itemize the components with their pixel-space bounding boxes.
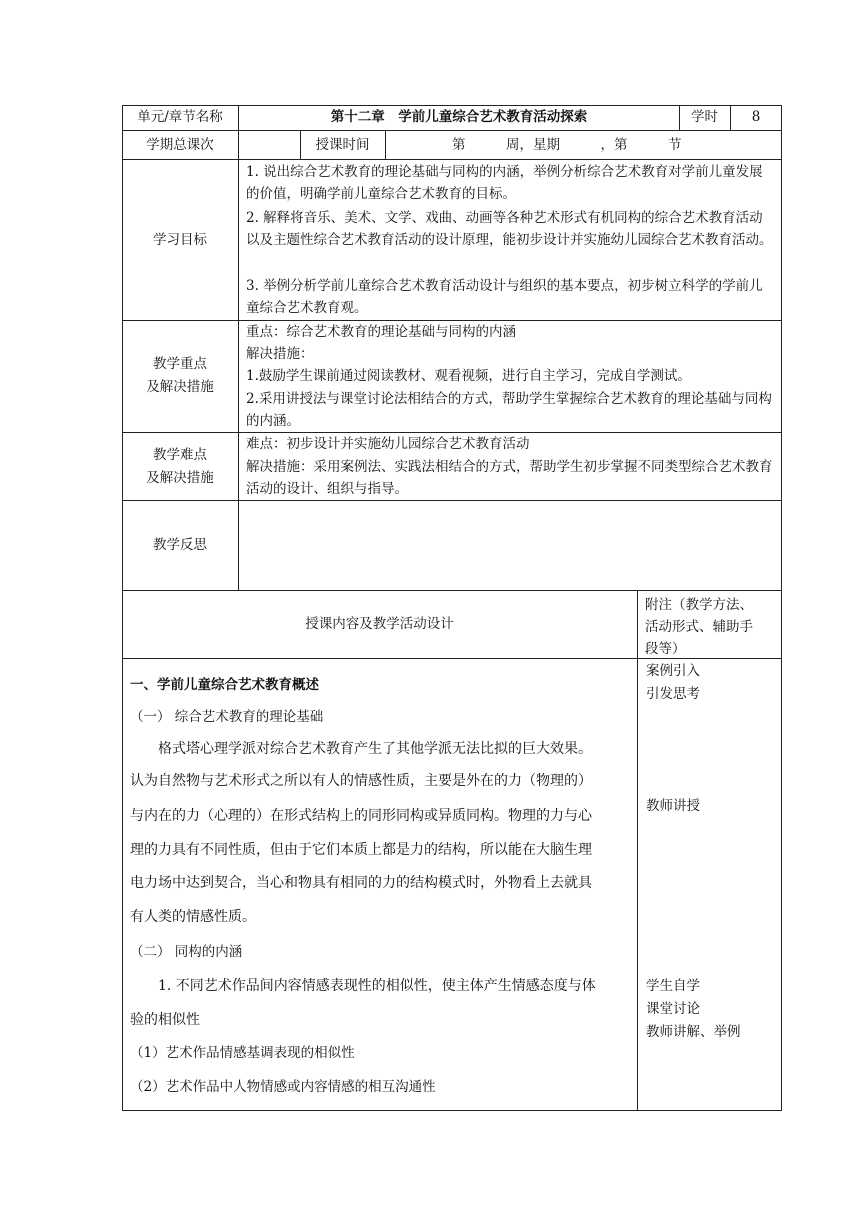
paragraph-line: 有人类的情感性质。 [130,909,256,925]
table-border-bottom [122,1110,782,1111]
table-rule [122,159,782,160]
chapter-name-label: 单元/章节名称 [137,109,223,125]
hours-label: 学时 [691,109,718,125]
subsection-2-title: （二） 同构的内涵 [130,944,243,960]
subsection-1-title: （一） 综合艺术教育的理论基础 [130,709,324,725]
objectives-label: 学习目标 [153,232,207,248]
note-teacher-lecture: 教师讲授 [646,798,700,814]
week-text: 第 周，星期 ，第 节 [452,137,682,153]
design-header-right-3: 段等） [645,641,686,657]
reflection-label: 教学反思 [153,537,207,553]
paragraph-line: 理的力具有不同性质，但由于它们本质上都是力的结构，所以能在大脑生理 [130,842,592,858]
list-item: （2）艺术作品中人物情感或内容情感的相互沟通性 [130,1079,436,1095]
table-rule [122,590,782,591]
table-col-divider [385,130,386,160]
paragraph-line: 1. 不同艺术作品间内容情感表现性的相似性，使主体产生情感态度与体 [130,978,596,994]
table-col-divider [238,105,239,591]
objective-item-2: 2. 解释将音乐、美术、文学、戏曲、动画等各种艺术形式有机同构的综合艺术教育活动以及主题性综合艺术教育活动的设计原理，能初步设计并实施幼儿园综合艺术教育活动。 [246,210,773,248]
chapter-title: 第十二章 学前儿童综合艺术教育活动探索 [330,109,588,125]
key-measure-2: 2.采用讲授法与课堂讨论法相结合的方式，帮助学生掌握综合艺术教育的理论基础与同构的内涵。 [246,391,772,429]
paragraph-line: 与内在的力（心理的）在形式结构上的同形同构或异质同构。物理的力与心 [130,808,592,824]
design-header-right-2: 活动形式、辅助手 [645,619,753,635]
table-rule [122,432,782,433]
difficulty-text: 难点：初步设计并实施幼儿园综合艺术教育活动 [246,436,530,452]
note-inspire-thinking: 引发思考 [646,686,700,702]
objective-item-1: 1. 说出综合艺术教育的理论基础与同构的内涵，举例分析综合艺术教育对学前儿童发展的价值，明确学前儿童综合艺术教育的目标。 [246,164,763,202]
difficulties-label-2: 及解决措施 [146,470,214,486]
session-label: 学期总课次 [146,137,214,153]
difficulties-label-1: 教学难点 [153,447,207,463]
paragraph-line: 验的相似性 [130,1012,200,1028]
design-header-right-1: 附注（教学方法、 [645,597,753,613]
table-rule [122,500,782,501]
paragraph-line: 格式塔心理学派对综合艺术教育产生了其他学派无法比拟的巨大效果。 [130,741,592,757]
table-border-left [122,105,123,1111]
note-self-study: 学生自学 [646,978,700,994]
table-border-right [781,105,782,1111]
difficulty-measure: 解决措施：采用案例法、实践法相结合的方式，帮助学生初步掌握不同类型综合艺术教育活动的设计、组织与指导。 [246,459,773,497]
time-label: 授课时间 [315,137,370,153]
table-col-divider [637,590,638,1111]
key-measure-1: 1.鼓励学生课前通过阅读教材、观看视频，进行自主学习，完成自学测试。 [246,368,691,384]
note-case-intro: 案例引入 [646,663,700,679]
table-rule [122,130,782,131]
note-class-discussion: 课堂讨论 [646,1001,700,1017]
key-focus: 重点：综合艺术教育的理论基础与同构的内涵 [246,324,516,340]
table-border-top [122,105,782,106]
key-measures-title: 解决措施： [246,346,314,362]
key-points-label-2: 及解决措施 [146,379,214,395]
section-title: 一、学前儿童综合艺术教育概述 [130,677,319,693]
table-rule [122,320,782,321]
key-points-label-1: 教学重点 [153,356,207,372]
paragraph-line: 认为自然物与艺术形式之所以有人的情感性质，主要是外在的力（物理的） [130,773,592,789]
hours-value: 8 [751,109,761,125]
note-teacher-explain: 教师讲解、举例 [646,1024,741,1040]
design-header-left: 授课内容及教学活动设计 [305,616,454,632]
list-item: （1）艺术作品情感基调表现的相似性 [130,1045,355,1061]
paragraph-line: 电力场中达到契合，当心和物具有相同的力的结构模式时，外物看上去就具 [130,875,592,891]
objective-item-3: 3. 举例分析学前儿童综合艺术教育活动设计与组织的基本要点，初步树立科学的学前儿童综合艺术教育观。 [246,278,763,316]
